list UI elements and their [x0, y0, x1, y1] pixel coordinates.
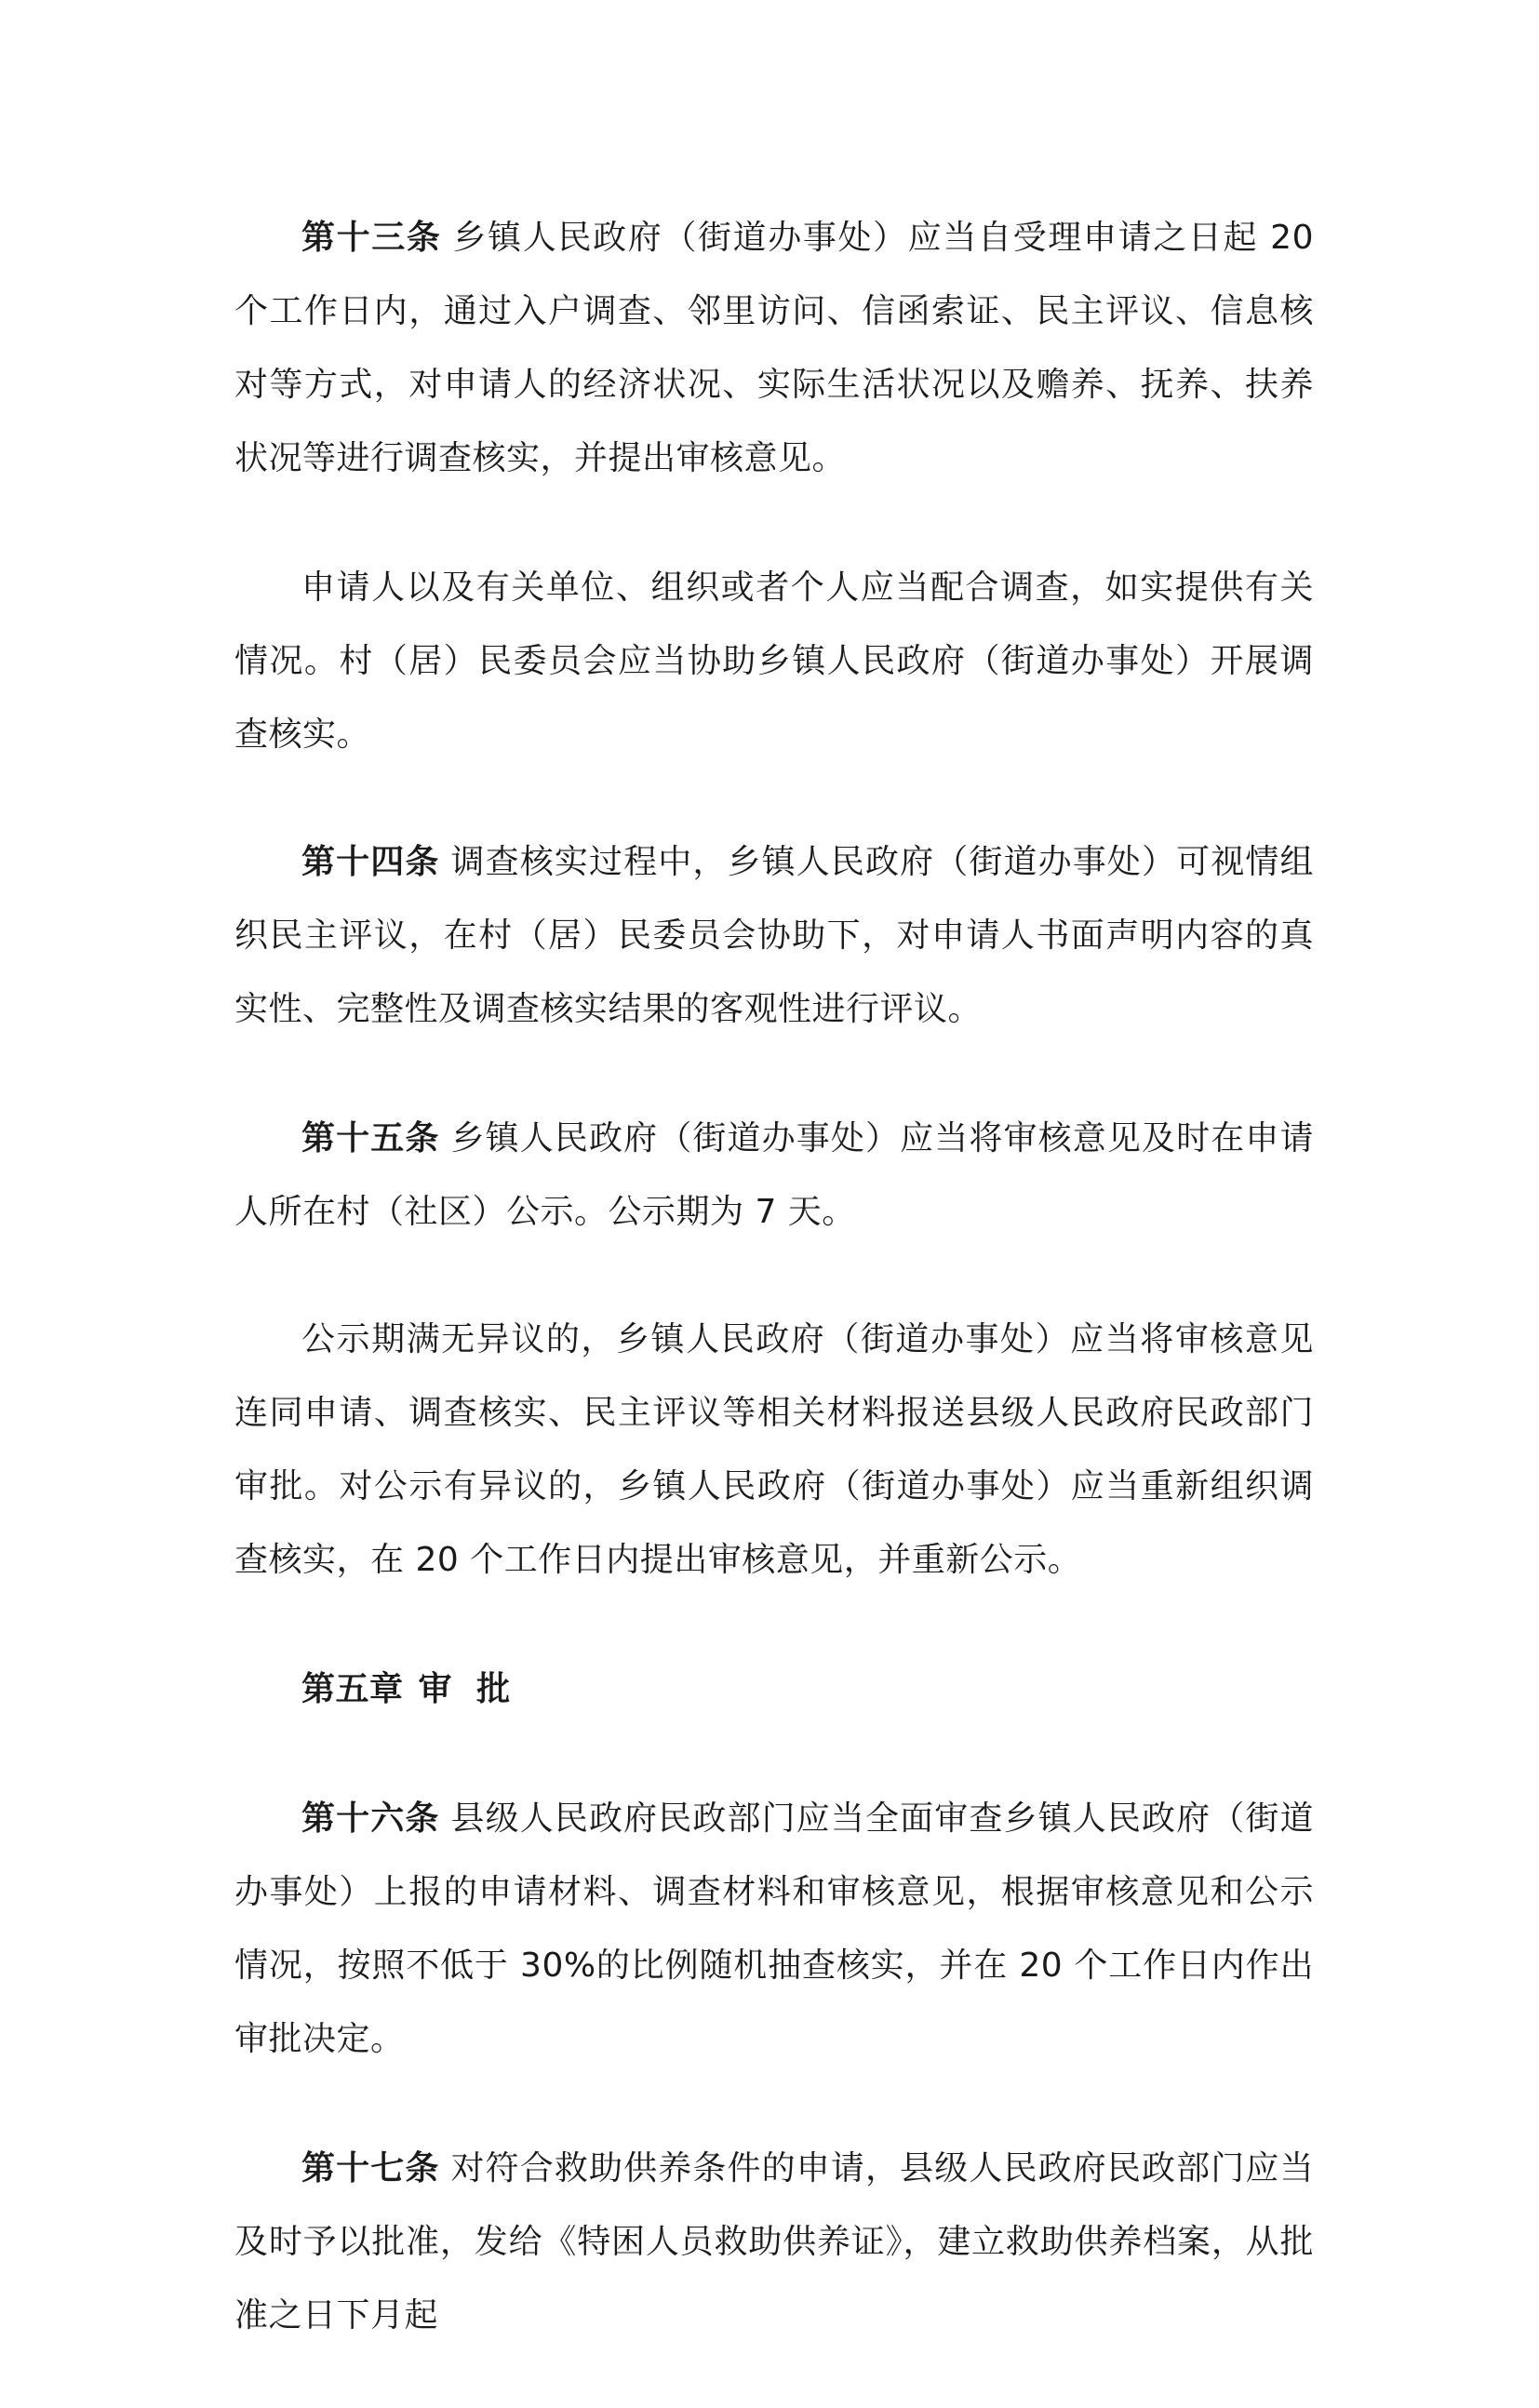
- article-16-label: 第十六条: [301, 1799, 440, 1838]
- article-13-text: 乡镇人民政府（街道办事处）应当自受理申请之日起 20 个工作日内，通过入户调查、邻里访问、信函索证、民主评议、信息核对等方式，对申请人的经济状况、实际生活状况以及赡养、抚养、扶养状况等进行调查核实，并提出审核意见。: [234, 219, 1314, 477]
- article-17-text: 对符合救助供养条件的申请，县级人民政府民政部门应当及时予以批准，发给《特困人员救助供养证》，建立救助供养档案，从批准之日下月起: [234, 2149, 1314, 2334]
- article-13-paragraph-2: 申请人以及有关单位、组织或者个人应当配合调查，如实提供有关情况。村（居）民委员会应当协助乡镇人民政府（街道办事处）开展调查核实。: [234, 569, 1314, 754]
- document-body: [234, 201, 1314, 2408]
- chapter-heading: [234, 1652, 1314, 1726]
- article-15: [234, 1102, 1314, 1249]
- article-15-paragraph-2: 公示期满无异议的，乡镇人民政府（街道办事处）应当将审核意见连同申请、调查核实、民主评议等相关材料报送县级人民政府民政部门审批。对公示有异议的，乡镇人民政府（街道办事处）应当重新组织调查核实，在 20 个工作日内提出审核意见，并重新公示。: [234, 1320, 1314, 1579]
- article-17-label: 第十七条: [301, 2149, 440, 2187]
- article-16-text: 县级人民政府民政部门应当全面审查乡镇人民政府（街道办事处）上报的申请材料、调查材料和审核意见，根据审核意见和公示情况，按照不低于 30%的比例随机抽查核实，并在 20 个工作日内作出审批决定。: [234, 1799, 1314, 2058]
- article-13: [234, 201, 1314, 495]
- article-15-text: 乡镇人民政府（街道办事处）应当将审核意见及时在申请人所在村（社区）公示。公示期为 7 天。: [234, 1119, 1314, 1231]
- article-16: [234, 1782, 1314, 2076]
- article-17: [234, 2132, 1314, 2352]
- article-14: [234, 825, 1314, 1046]
- chapter-number: 第五章: [301, 1670, 404, 1708]
- chapter-title: 审 批: [418, 1670, 511, 1708]
- article-14-text: 调查核实过程中，乡镇人民政府（街道办事处）可视情组织民主评议，在村（居）民委员会协助下，对申请人书面声明内容的真实性、完整性及调查核实结果的客观性进行评议。: [234, 843, 1314, 1028]
- article-15-label: 第十五条: [301, 1119, 440, 1157]
- article-13-label: 第十三条: [301, 219, 442, 257]
- article-14-label: 第十四条: [301, 843, 440, 881]
